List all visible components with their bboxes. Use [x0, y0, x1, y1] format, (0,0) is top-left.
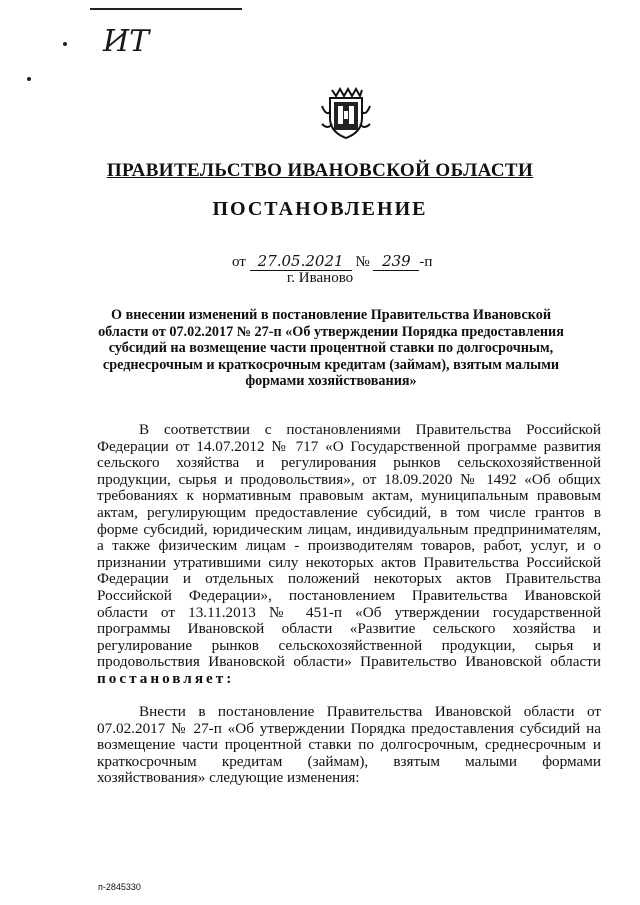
- scan-artifact-line: [90, 8, 242, 10]
- resolves-word: постановляет:: [97, 669, 235, 687]
- number-label: №: [355, 254, 370, 270]
- handwritten-mark: ИТ: [103, 24, 150, 59]
- date-number-line: [232, 252, 432, 271]
- document-type: ПОСТАНОВЛЕНИЕ: [212, 198, 428, 220]
- scan-dot: [27, 77, 31, 81]
- coat-of-arms-icon: [318, 84, 374, 140]
- body-paragraph: Внести в постановление Правительства Ивановской области от 07.02.2017 № 27-п «Об утверждении Порядка предоставления субсидий на возмещение части процентной ставки по долгосрочным, среднесрочным и краткосрочным кредитам (займам), взятым малыми формами хозяйствования» следующие изменения:: [97, 703, 601, 787]
- preamble-paragraph: [97, 422, 601, 688]
- number-suffix: -п: [419, 254, 433, 270]
- city: г. Иваново: [286, 270, 354, 286]
- document-number: 239: [373, 252, 419, 271]
- footer-code: п-2845330: [98, 882, 141, 892]
- scan-dot: [63, 42, 67, 46]
- document-subject: О внесении изменений в постановление Правительства Ивановской области от 07.02.2017 № 27-п «Об утверждении Порядка предоставления субсидий на возмещение части процентной ставки по долгосрочным, среднесрочным и краткосрочным кредитам (займам), взятым малыми формами хозяйствования»: [98, 307, 564, 389]
- government-title: ПРАВИТЕЛЬСТВО ИВАНОВСКОЙ ОБЛАСТИ: [106, 160, 534, 181]
- document-date: 27.05.2021: [250, 252, 352, 271]
- preamble-text: В соответствии с постановлениями Правительства Российской Федерации от 14.07.2012 № 717 «О Государственной программе развития сельского хозяйства и регулирования рынков сельскохозяйственной продукции, сырья и продовольствия», от 18.09.2020 № 1492 «Об общих требованиях к нормативным правовым актам, муниципальным правовым актам, регулирующим предоставление субсидий, в том числе грантов в форме субсидий, юридическим лицам, индивидуальным предпринимателям, а также физическим лицам - производителям товаров, работ, услуг, и о признании утратившими силу некоторых актов Правительства Российской Федерации и отдельных положений некоторых актов Правительства Российской Федерации», постановлением Правительства Ивановской области от 13.11.2013 № 451-п «Об утверждении государственной программы Ивановской области «Развитие сельского хозяйства и регулирование рынков сельскохозяйственной продукции, сырья и продовольствия Ивановской области» Правительство Ивановской области: [97, 421, 601, 671]
- date-from-label: от: [232, 254, 246, 270]
